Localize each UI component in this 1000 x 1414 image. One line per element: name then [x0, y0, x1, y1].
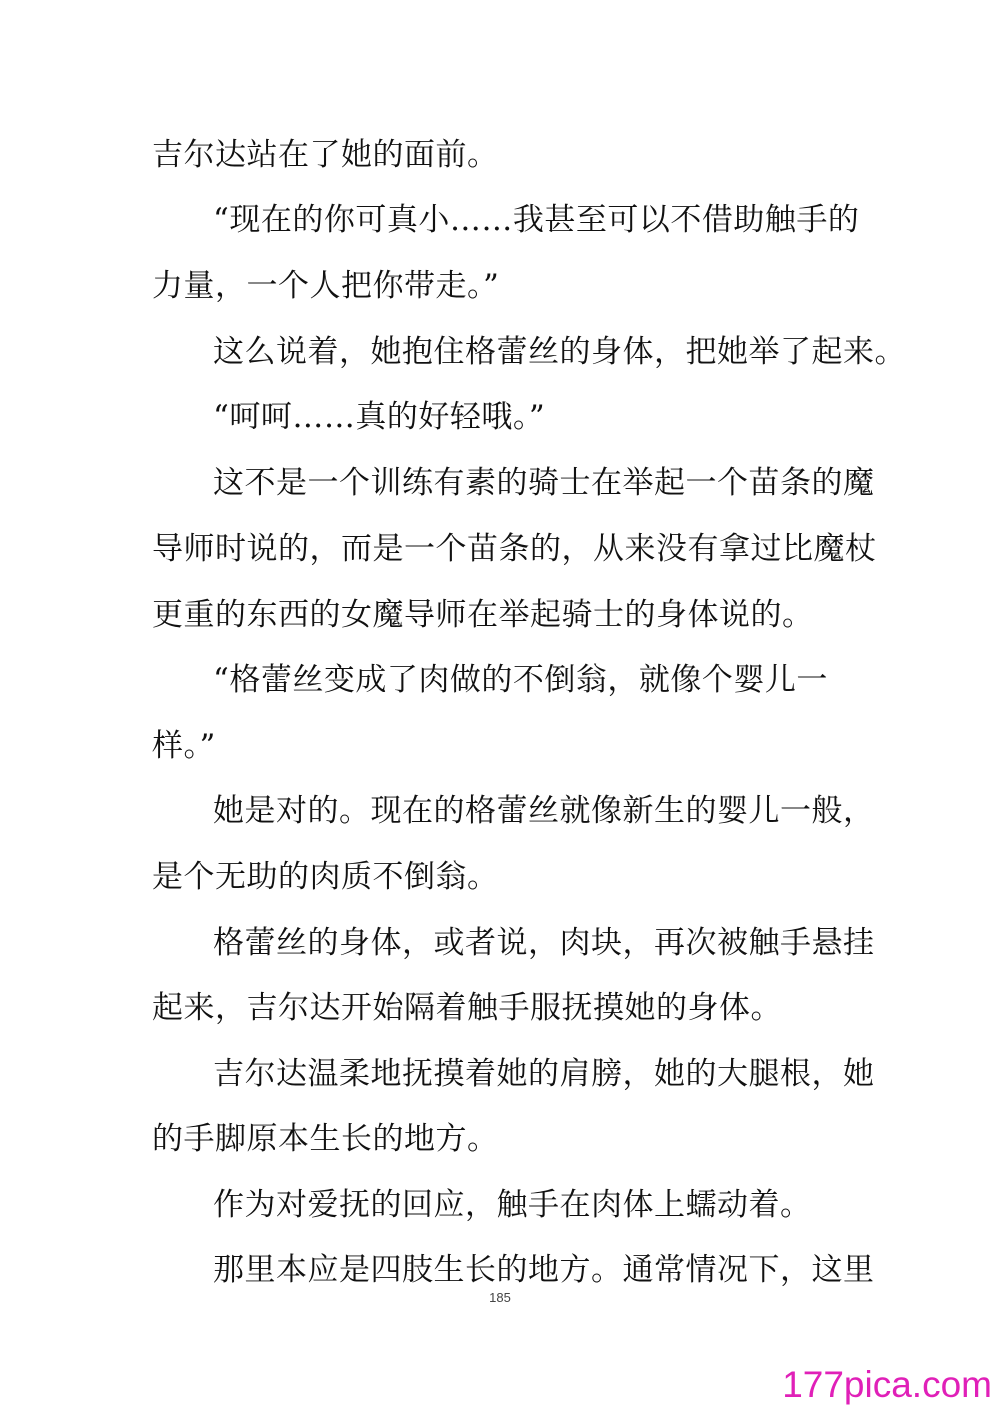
text-line: 力量，一个人把你带走。” [152, 268, 500, 304]
text-line: 吉尔达温柔地抚摸着她的肩膀，她的大腿根，她 [213, 1056, 875, 1092]
text-line: 更重的东西的女魔导师在举起骑士的身体说的。 [152, 597, 814, 633]
text-line: “格蕾丝变成了肉做的不倒翁，就像个婴儿一 [213, 662, 828, 698]
watermark-logo: 177pica.com [782, 1364, 992, 1405]
text-line: 作为对爱抚的回应，触手在肉体上蠕动着。 [213, 1187, 812, 1223]
text-line: 这不是一个训练有素的骑士在举起一个苗条的魔 [213, 465, 875, 501]
text-line: 样。” [152, 728, 216, 764]
text-line: 这么说着，她抱住格蕾丝的身体，把她举了起来。 [213, 334, 906, 370]
text-line: 的手脚原本生长的地方。 [152, 1121, 499, 1157]
text-line: 是个无助的肉质不倒翁。 [152, 859, 499, 895]
page-number: 185 [489, 1290, 511, 1305]
text-line: “呵呵……真的好轻哦。” [213, 399, 546, 435]
text-line: 吉尔达站在了她的面前。 [152, 137, 499, 173]
text-line: 格蕾丝的身体，或者说，肉块，再次被触手悬挂 [213, 925, 875, 961]
text-line: “现在的你可真小……我甚至可以不借助触手的 [213, 202, 860, 238]
text-line: 起来，吉尔达开始隔着触手服抚摸她的身体。 [152, 990, 782, 1026]
text-line: 她是对的。现在的格蕾丝就像新生的婴儿一般， [213, 793, 875, 829]
text-line: 导师时说的，而是一个苗条的，从来没有拿过比魔杖 [152, 531, 877, 567]
text-line: 那里本应是四肢生长的地方。通常情况下，这里 [213, 1252, 875, 1288]
